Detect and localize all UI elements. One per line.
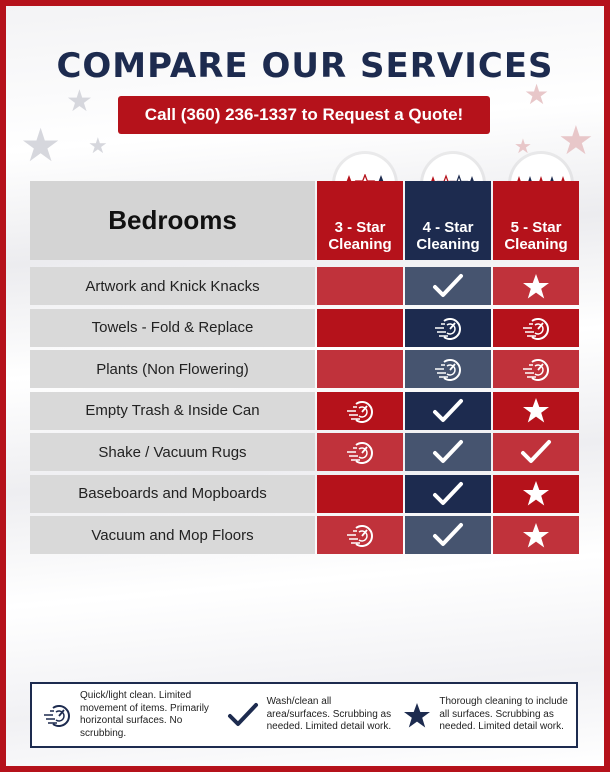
legend bbox=[30, 682, 578, 748]
plan-cell bbox=[317, 309, 403, 347]
plan-header-line1: 3 - Star bbox=[334, 219, 386, 236]
row-label: Vacuum and Mop Floors bbox=[30, 516, 315, 554]
row-label: Shake / Vacuum Rugs bbox=[30, 433, 315, 471]
legend-item-check bbox=[217, 696, 394, 734]
check-icon bbox=[432, 398, 464, 424]
plan-header-3-star bbox=[317, 181, 403, 260]
speed-icon bbox=[521, 355, 551, 383]
star-icon bbox=[522, 522, 550, 549]
plan-header-line1: 4 - Star bbox=[422, 219, 474, 236]
legend-text: Wash/clean all area/surfaces. Scrubbing as needed. Limited detail work. bbox=[266, 696, 392, 733]
page-title: COMPARE OUR SERVICES bbox=[56, 46, 554, 86]
background-star-icon: ★ bbox=[514, 134, 532, 158]
row-label: Baseboards and Mopboards bbox=[30, 475, 315, 513]
plan-cell bbox=[405, 433, 491, 471]
plan-cell bbox=[317, 392, 403, 430]
speed-icon bbox=[433, 355, 463, 383]
plan-cell bbox=[317, 433, 403, 471]
star-icon bbox=[522, 273, 550, 300]
plan-cell bbox=[405, 350, 491, 388]
check-icon bbox=[432, 522, 464, 548]
plan-cell bbox=[493, 309, 579, 347]
plan-cell bbox=[493, 516, 579, 554]
background-star-icon: ★ bbox=[524, 78, 550, 111]
star-icon bbox=[403, 702, 431, 729]
check-icon bbox=[432, 439, 464, 465]
speed-icon bbox=[345, 521, 375, 549]
plan-cell bbox=[317, 267, 403, 305]
background-star-icon: ★ bbox=[558, 118, 594, 164]
plan-cell bbox=[493, 475, 579, 513]
plan-cell bbox=[405, 267, 491, 305]
plan-cell bbox=[493, 392, 579, 430]
plan-cell bbox=[317, 516, 403, 554]
plan-cell bbox=[405, 516, 491, 554]
star-icon bbox=[522, 480, 550, 507]
background-star-icon: ★ bbox=[20, 118, 62, 172]
plan-header-4-star bbox=[405, 181, 491, 260]
plan-cell bbox=[405, 475, 491, 513]
background-star-icon: ★ bbox=[88, 134, 108, 159]
room-title: Bedrooms bbox=[30, 181, 315, 260]
speed-icon bbox=[42, 701, 72, 729]
legend-text: Quick/light clean. Limited movement of items. Primarily horizontal surfaces. No scrubbing. bbox=[80, 690, 209, 739]
speed-icon bbox=[521, 314, 551, 342]
legend-item-star bbox=[393, 696, 576, 734]
row-label: Empty Trash & Inside Can bbox=[30, 392, 315, 430]
check-icon bbox=[520, 439, 552, 465]
request-quote-button[interactable]: Call (360) 236-1337 to Request a Quote! bbox=[118, 96, 490, 134]
check-icon bbox=[432, 481, 464, 507]
plan-header-line1: 5 - Star bbox=[510, 219, 562, 236]
plan-header-5-star bbox=[493, 181, 579, 260]
star-icon bbox=[522, 397, 550, 424]
plan-cell bbox=[405, 309, 491, 347]
legend-text: Thorough cleaning to include all surfaces. Scrubbing as needed. Limited detail work. bbox=[439, 696, 568, 733]
plan-cell bbox=[493, 267, 579, 305]
check-icon bbox=[227, 702, 259, 728]
row-label: Plants (Non Flowering) bbox=[30, 350, 315, 388]
plan-cell bbox=[405, 392, 491, 430]
speed-icon bbox=[345, 397, 375, 425]
plan-cell bbox=[317, 475, 403, 513]
legend-item-speed bbox=[32, 690, 217, 740]
check-icon bbox=[432, 273, 464, 299]
plan-header-line2: Cleaning bbox=[504, 236, 568, 253]
speed-icon bbox=[345, 438, 375, 466]
speed-icon bbox=[433, 314, 463, 342]
plan-header-line2: Cleaning bbox=[328, 236, 392, 253]
plan-header-line2: Cleaning bbox=[416, 236, 480, 253]
row-label: Artwork and Knick Knacks bbox=[30, 267, 315, 305]
plan-cell bbox=[317, 350, 403, 388]
row-label: Towels - Fold & Replace bbox=[30, 309, 315, 347]
plan-cell bbox=[493, 433, 579, 471]
plan-cell bbox=[493, 350, 579, 388]
background-star-icon: ★ bbox=[66, 84, 93, 119]
